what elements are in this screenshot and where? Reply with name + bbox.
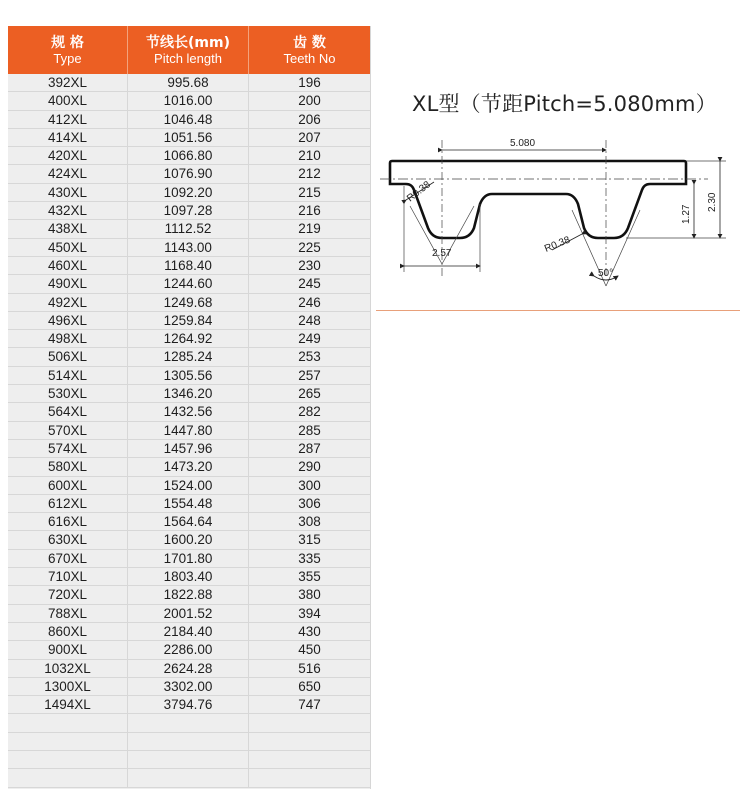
cell-teeth [249,733,370,750]
table-row [8,550,370,568]
table-row [8,751,370,769]
radius-left-label: R0.38 [405,179,433,205]
cell-teeth: 394 [298,605,321,621]
cell-type: 432XL [8,202,128,219]
diagram-title: XL型（节距Pitch=5.080mm） [412,92,717,116]
cell-pitch-length: 3794.76 [128,696,249,713]
cell-teeth: 285 [298,422,321,438]
cell-teeth: 450 [298,642,321,658]
cell-type: 438XL [8,220,128,237]
table-row [8,184,370,202]
header-pitch-length [128,26,249,74]
cell-teeth: 196 [298,75,321,90]
table-row [8,660,370,678]
cell-teeth: 747 [298,697,321,713]
cell-teeth: 215 [298,184,321,200]
cell-teeth: 216 [298,203,321,219]
cell-teeth: 219 [298,221,321,237]
cell-pitch-length: 1554.48 [128,495,249,512]
table-row [8,495,370,513]
table-row [8,294,370,312]
header-teeth-zh: 齿 数 [293,34,326,51]
table-row [8,458,370,476]
cell-type: 420XL [8,147,128,164]
cell-pitch-length: 1473.20 [128,458,249,475]
cell-teeth: 253 [298,349,321,365]
table-row [8,623,370,641]
spec-table [8,26,371,789]
cell-type: 1300XL [8,678,128,695]
cell-pitch-length: 2286.00 [128,641,249,658]
cell-pitch-length [128,714,249,731]
tooth-flank-line-left [410,206,442,264]
cell-teeth: 248 [298,312,321,328]
cell-type: 450XL [8,239,128,256]
cell-teeth: 306 [298,495,321,511]
pitch-dimension-label: 5.080 [510,138,536,149]
cell-pitch-length: 1168.40 [128,257,249,274]
cell-type: 564XL [8,403,128,420]
cell-teeth: 230 [298,257,321,273]
cell-type: 414XL [8,129,128,146]
cell-type: 600XL [8,477,128,494]
angle-label: 50° [598,268,614,279]
cell-pitch-length: 1803.40 [128,568,249,585]
cell-teeth: 380 [298,587,321,603]
cell-teeth: 206 [298,111,321,127]
cell-teeth: 257 [298,367,321,383]
cell-pitch-length: 1097.28 [128,202,249,219]
cell-type: 612XL [8,495,128,512]
header-type-zh: 规 格 [51,34,84,51]
table-row [8,330,370,348]
cell-teeth: 315 [298,532,321,548]
cell-pitch-length: 2001.52 [128,605,249,622]
cell-type: 900XL [8,641,128,658]
cell-teeth: 355 [298,569,321,585]
cell-pitch-length: 1432.56 [128,403,249,420]
table-body [8,74,370,788]
table-row [8,568,370,586]
cell-type: 490XL [8,275,128,292]
table-row [8,385,370,403]
table-header [8,26,370,74]
cell-type: 574XL [8,440,128,457]
cell-teeth: 650 [298,678,321,694]
cell-type: 514XL [8,367,128,384]
cell-teeth: 249 [298,331,321,347]
table-row [8,92,370,110]
table-row [8,714,370,732]
header-teeth [249,26,370,74]
table-row [8,74,370,92]
cell-pitch-length: 1051.56 [128,129,249,146]
cell-pitch-length [128,751,249,768]
table-row [8,202,370,220]
cell-teeth: 282 [298,404,321,420]
table-row [8,165,370,183]
belt-outline [390,161,686,238]
cell-type: 498XL [8,330,128,347]
table-row [8,513,370,531]
cell-type: 530XL [8,385,128,402]
cell-pitch-length: 1143.00 [128,239,249,256]
cell-pitch-length [128,733,249,750]
cell-type [8,769,128,786]
header-type-en: Type [53,50,82,66]
cell-type [8,751,128,768]
table-row [8,733,370,751]
cell-pitch-length: 1285.24 [128,348,249,365]
header-teeth-en: Teeth No [283,50,336,66]
cell-teeth: 207 [298,129,321,145]
cell-pitch-length: 1701.80 [128,550,249,567]
tooth-width-label: 2.57 [432,248,452,259]
cell-type: 570XL [8,422,128,439]
table-row [8,586,370,604]
tooth-height-label: 1.27 [681,204,692,224]
cell-type: 400XL [8,92,128,109]
cell-type: 392XL [8,74,128,91]
cell-teeth: 430 [298,623,321,639]
table-row [8,275,370,293]
cell-type: 616XL [8,513,128,530]
cell-teeth: 210 [298,148,321,164]
cell-pitch-length: 1447.80 [128,422,249,439]
cell-pitch-length: 1259.84 [128,312,249,329]
divider-line [376,310,740,311]
radius-right-label: R0.38 [543,234,572,255]
cell-type: 788XL [8,605,128,622]
table-row [8,605,370,623]
cell-teeth: 287 [298,440,321,456]
header-pitch-length-zh: 节线长(mm) [146,34,230,51]
cell-type: 1032XL [8,660,128,677]
cell-type: 460XL [8,257,128,274]
cell-type: 580XL [8,458,128,475]
header-pitch-length-en: Pitch length [154,50,222,66]
cell-type: 710XL [8,568,128,585]
table-row [8,403,370,421]
cell-teeth: 212 [298,166,321,182]
table-row [8,129,370,147]
cell-type [8,733,128,750]
cell-type: 860XL [8,623,128,640]
cell-pitch-length: 1076.90 [128,165,249,182]
header-type [8,26,128,74]
cell-pitch-length: 1249.68 [128,294,249,311]
cell-type: 492XL [8,294,128,311]
cell-teeth: 300 [298,477,321,493]
cell-pitch-length: 1244.60 [128,275,249,292]
cell-teeth: 290 [298,459,321,475]
table-row [8,111,370,129]
table-row [8,422,370,440]
table-row [8,696,370,714]
table-row [8,641,370,659]
cell-pitch-length: 1264.92 [128,330,249,347]
table-row [8,367,370,385]
cell-type: 670XL [8,550,128,567]
cell-pitch-length: 2184.40 [128,623,249,640]
cell-type: 412XL [8,111,128,128]
cell-teeth: 225 [298,239,321,255]
cell-teeth: 335 [298,550,321,566]
cell-pitch-length: 1092.20 [128,184,249,201]
cell-teeth: 516 [298,660,321,676]
table-row [8,312,370,330]
table-row [8,440,370,458]
cell-teeth [249,714,370,731]
cell-teeth: 245 [298,276,321,292]
cell-type: 630XL [8,531,128,548]
table-row [8,769,370,787]
cell-pitch-length: 1066.80 [128,147,249,164]
cell-type: 430XL [8,184,128,201]
cell-pitch-length: 1524.00 [128,477,249,494]
cell-pitch-length: 1112.52 [128,220,249,237]
table-row [8,531,370,549]
total-height-label: 2.30 [707,192,718,212]
table-row [8,220,370,238]
cell-pitch-length: 1600.20 [128,531,249,548]
cell-pitch-length: 1564.64 [128,513,249,530]
cell-type: 424XL [8,165,128,182]
table-row [8,678,370,696]
cell-type: 496XL [8,312,128,329]
table-row [8,257,370,275]
table-row [8,239,370,257]
cell-teeth [249,769,370,786]
cell-pitch-length: 1046.48 [128,111,249,128]
table-row [8,477,370,495]
cell-pitch-length: 2624.28 [128,660,249,677]
table-row [8,348,370,366]
xl-tooth-profile-diagram [376,126,740,290]
cell-type: 506XL [8,348,128,365]
cell-teeth: 200 [298,93,321,109]
cell-type [8,714,128,731]
cell-pitch-length: 1016.00 [128,92,249,109]
cell-pitch-length: 1346.20 [128,385,249,402]
cell-type: 1494XL [8,696,128,713]
cell-pitch-length: 995.68 [128,74,249,91]
cell-type: 720XL [8,586,128,603]
cell-teeth: 308 [298,514,321,530]
cell-teeth: 246 [298,294,321,310]
cell-pitch-length: 1822.88 [128,586,249,603]
cell-pitch-length: 1457.96 [128,440,249,457]
cell-pitch-length: 1305.56 [128,367,249,384]
cell-teeth: 265 [298,386,321,402]
table-row [8,147,370,165]
cell-pitch-length [128,769,249,786]
cell-teeth [249,751,370,768]
cell-pitch-length: 3302.00 [128,678,249,695]
